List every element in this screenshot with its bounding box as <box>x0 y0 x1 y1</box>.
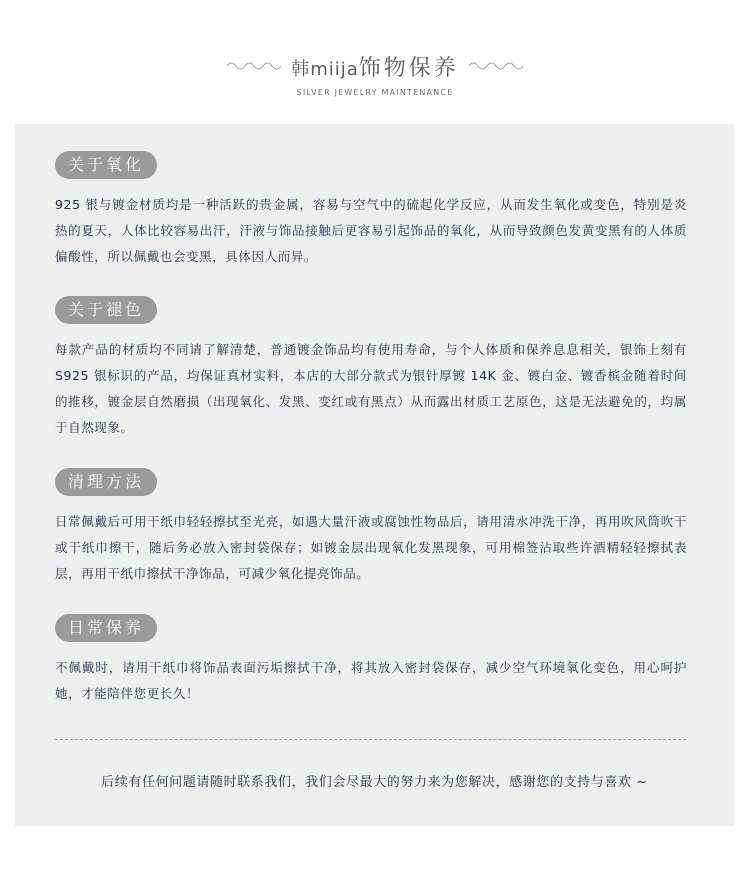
section-text: 不佩戴时，请用干纸巾将饰品表面污垢擦拭干净，将其放入密封袋保存，减少空气环境氧化变色，用心呵护她，才能陪伴您更长久！ <box>55 660 687 701</box>
section-heading: 清理方法 <box>55 468 157 496</box>
section-heading: 关于褪色 <box>55 296 157 324</box>
wave-ornament-left-icon <box>227 60 281 72</box>
page-title <box>291 51 459 82</box>
footer-note: 后续有任何问题请随时联系我们，我们会尽最大的努力来为您解决，感谢您的支持与喜欢 ~ <box>101 775 648 790</box>
section-heading: 关于氧化 <box>55 151 157 179</box>
wave-ornament-right-icon <box>469 60 523 72</box>
care-panel <box>15 124 734 826</box>
page-header <box>0 48 750 97</box>
page-subtitle: SILVER JEWELRY MAINTENANCE <box>296 88 454 97</box>
title-row <box>0 48 750 84</box>
dashed-divider <box>55 739 686 740</box>
section-text: 每款产品的材质均不同请了解清楚，普通镀金饰品均有使用寿命，与个人体质和保养息息相关，银饰上刻有 S925 银标识的产品，均保证真材实料，本店的大部分款式为银针厚镀 14K 金、镀白金、镀香槟金随着时间的推移，镀金层自然磨损（出现氧化、发黑、变红或有黑点）从而露出材质工艺原色，这是无法避免的，均属于自然现象。 <box>55 342 687 435</box>
section-fading <box>55 296 687 441</box>
section-heading: 日常保养 <box>55 614 157 642</box>
section-cleaning <box>55 468 687 587</box>
section-daily-care <box>55 614 687 707</box>
brand-name: 韩miija <box>291 58 359 80</box>
section-oxidation <box>55 151 687 270</box>
section-text: 925 银与镀金材质均是一种活跃的贵金属，容易与空气中的硫起化学反应，从而发生氧化或变色，特别是炎热的夏天，人体比较容易出汗，汗液与饰品接触后更容易引起饰品的氧化，从而导致颜色发黄变黑有的人体质偏酸性，所以佩戴也会变黑，具体因人而异。 <box>55 197 687 264</box>
title-text: 饰物保养 <box>358 55 459 81</box>
section-text: 日常佩戴后可用干纸巾轻轻擦拭至光亮，如遇大量汗液或腐蚀性物品后，请用清水冲洗干净，再用吹风筒吹干或干纸巾擦干，随后务必放入密封袋保存；如镀金层出现氧化发黑现象，可用棉签沾取些许酒精轻轻擦拭表层，再用干纸巾擦拭干净饰品，可减少氧化提亮饰品。 <box>55 514 687 581</box>
